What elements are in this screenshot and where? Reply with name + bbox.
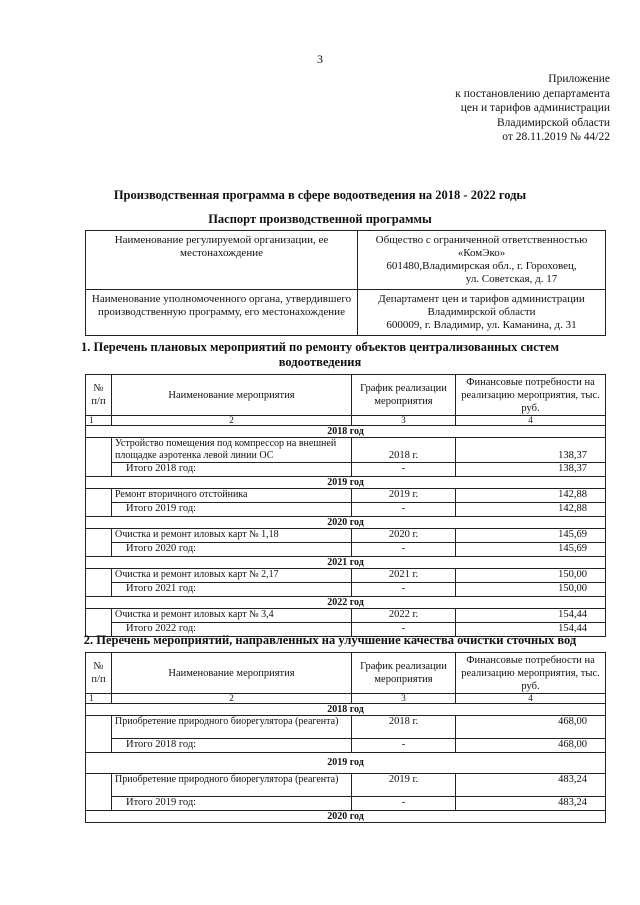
year-row bbox=[86, 597, 606, 609]
passport-label: Наименование регулируемой организации, ее местонахождение bbox=[86, 231, 358, 290]
total-schedule: - bbox=[352, 739, 456, 753]
item-amount: 483,24 bbox=[456, 774, 606, 797]
section2-title: 2. Перечень мероприятий, направленных на улучшение качества очистки сточных вод bbox=[83, 633, 577, 647]
item-amount: 468,00 bbox=[456, 716, 606, 739]
header-num: № п/п bbox=[86, 653, 112, 694]
row-num bbox=[86, 438, 112, 477]
total-amount: 483,24 bbox=[456, 797, 606, 811]
item-amount: 154,44 bbox=[456, 609, 606, 623]
total-row bbox=[86, 797, 606, 811]
total-label: Итого 2019 год: bbox=[112, 797, 352, 811]
passport-value-line: 601480,Владимирская обл., г. Гороховец, bbox=[386, 260, 577, 272]
item-name: Очистка и ремонт иловых карт № 1,18 bbox=[112, 529, 352, 543]
row-num bbox=[86, 569, 112, 597]
row-num bbox=[86, 716, 112, 753]
row-num bbox=[86, 774, 112, 811]
column-number: 1 bbox=[86, 694, 112, 704]
passport-title: Паспорт производственной программы bbox=[208, 212, 432, 226]
passport-value-line: Владимирской области bbox=[427, 306, 536, 318]
document-title: Производственная программа в сфере водоотведения на 2018 - 2022 годы bbox=[113, 188, 527, 202]
total-amount: 145,69 bbox=[456, 543, 606, 557]
header-name: Наименование мероприятия bbox=[112, 653, 352, 694]
item-schedule: 2020 г. bbox=[352, 529, 456, 543]
total-row bbox=[86, 543, 606, 557]
year-row bbox=[86, 811, 606, 823]
total-schedule: - bbox=[352, 797, 456, 811]
item-schedule: 2022 г. bbox=[352, 609, 456, 623]
total-amount: 468,00 bbox=[456, 739, 606, 753]
year-row bbox=[86, 426, 606, 438]
appendix-line: цен и тарифов администрации bbox=[460, 102, 610, 115]
passport-row bbox=[86, 231, 606, 290]
row-num bbox=[86, 529, 112, 557]
column-number: 3 bbox=[352, 694, 456, 704]
total-amount: 154,44 bbox=[456, 623, 606, 637]
item-amount: 142,88 bbox=[456, 489, 606, 503]
table-row bbox=[86, 609, 606, 623]
passport-value-line: Общество с ограниченной ответственностью bbox=[375, 234, 588, 246]
section1-table bbox=[85, 374, 606, 637]
total-label: Итого 2020 год: bbox=[112, 543, 352, 557]
item-name: Устройство помещения под компрессор на внешней площадке аэротенка левой линии ОС bbox=[112, 438, 352, 463]
year-label: 2020 год bbox=[86, 811, 606, 823]
year-row bbox=[86, 517, 606, 529]
table-row bbox=[86, 438, 606, 463]
total-label: Итого 2018 год: bbox=[112, 739, 352, 753]
total-amount: 142,88 bbox=[456, 503, 606, 517]
passport-value-line: «КомЭко» bbox=[457, 247, 506, 259]
item-schedule: 2018 г. bbox=[352, 716, 456, 739]
total-schedule: - bbox=[352, 543, 456, 557]
table-row bbox=[86, 489, 606, 503]
item-schedule: 2019 г. bbox=[352, 489, 456, 503]
item-schedule: 2021 г. bbox=[352, 569, 456, 583]
table-row bbox=[86, 716, 606, 739]
year-label: 2021 год bbox=[86, 557, 606, 569]
column-number: 3 bbox=[352, 416, 456, 426]
table-row bbox=[86, 569, 606, 583]
year-label: 2020 год bbox=[86, 517, 606, 529]
column-number: 4 bbox=[456, 694, 606, 704]
item-amount: 150,00 bbox=[456, 569, 606, 583]
year-label: 2018 год bbox=[86, 426, 606, 438]
year-label: 2019 год bbox=[86, 477, 606, 489]
column-number-row bbox=[86, 416, 606, 426]
header-name: Наименование мероприятия bbox=[112, 375, 352, 416]
item-name: Очистка и ремонт иловых карт № 3,4 bbox=[112, 609, 352, 623]
header-finance: Финансовые потребности на реализацию мероприятия, тыс. руб. bbox=[456, 375, 606, 416]
item-amount: 145,69 bbox=[456, 529, 606, 543]
appendix-block bbox=[400, 72, 610, 145]
passport-value bbox=[358, 231, 606, 290]
total-schedule: - bbox=[352, 583, 456, 597]
year-row bbox=[86, 557, 606, 569]
table-row bbox=[86, 774, 606, 797]
year-row bbox=[86, 477, 606, 489]
table-header-row bbox=[86, 653, 606, 694]
passport-label: Наименование уполномоченного органа, утвердившего производственную программу, его местонахождение bbox=[86, 290, 358, 336]
table-row bbox=[86, 529, 606, 543]
year-row bbox=[86, 753, 606, 774]
appendix-line: Приложение bbox=[548, 73, 610, 85]
header-finance: Финансовые потребности на реализацию мероприятия, тыс. руб. bbox=[456, 653, 606, 694]
passport-table bbox=[85, 230, 606, 336]
total-label: Итого 2019 год: bbox=[112, 503, 352, 517]
row-num bbox=[86, 489, 112, 517]
appendix-line: от 28.11.2019 № 44/22 bbox=[502, 131, 610, 144]
total-label: Итого 2021 год: bbox=[112, 583, 352, 597]
total-schedule: - bbox=[352, 623, 456, 637]
item-name: Приобретение природного биорегулятора (реагента) bbox=[112, 716, 352, 739]
appendix-line: Владимирской области bbox=[496, 116, 610, 129]
table-header-row bbox=[86, 375, 606, 416]
item-schedule: 2018 г. bbox=[352, 438, 456, 463]
total-row bbox=[86, 583, 606, 597]
total-amount: 150,00 bbox=[456, 583, 606, 597]
year-row bbox=[86, 704, 606, 716]
column-number-row bbox=[86, 694, 606, 704]
page-number: 3 bbox=[317, 52, 323, 66]
item-amount: 138,37 bbox=[456, 438, 606, 463]
total-schedule: - bbox=[352, 503, 456, 517]
section1-title: 1. Перечень плановых мероприятий по ремонту объектов централизованных систем водоотведения bbox=[81, 340, 559, 369]
item-name: Приобретение природного биорегулятора (реагента) bbox=[112, 774, 352, 797]
year-label: 2018 год bbox=[86, 704, 606, 716]
total-row bbox=[86, 739, 606, 753]
passport-value-line: Департамент цен и тарифов администрации bbox=[378, 293, 585, 305]
section2-table bbox=[85, 652, 606, 823]
total-label: Итого 2018 год: bbox=[112, 463, 352, 477]
item-name: Очистка и ремонт иловых карт № 2,17 bbox=[112, 569, 352, 583]
total-label: Итого 2022 год: bbox=[112, 623, 352, 637]
passport-value-line: ул. Советская, д. 17 bbox=[465, 273, 558, 285]
item-name: Ремонт вторичного отстойника bbox=[112, 489, 352, 503]
passport-value bbox=[358, 290, 606, 336]
passport-row bbox=[86, 290, 606, 336]
item-schedule: 2019 г. bbox=[352, 774, 456, 797]
column-number: 4 bbox=[456, 416, 606, 426]
column-number: 2 bbox=[112, 416, 352, 426]
appendix-line: к постановлению департамента bbox=[455, 87, 610, 100]
header-num: № п/п bbox=[86, 375, 112, 416]
header-schedule: График реализации мероприятия bbox=[352, 653, 456, 694]
total-amount: 138,37 bbox=[456, 463, 606, 477]
year-label: 2022 год bbox=[86, 597, 606, 609]
total-row bbox=[86, 503, 606, 517]
column-number: 1 bbox=[86, 416, 112, 426]
year-label: 2019 год bbox=[86, 753, 606, 774]
column-number: 2 bbox=[112, 694, 352, 704]
passport-value-line: 600009, г. Владимир, ул. Каманина, д. 31 bbox=[386, 319, 577, 331]
total-schedule: - bbox=[352, 463, 456, 477]
total-row bbox=[86, 463, 606, 477]
header-schedule: График реализации мероприятия bbox=[352, 375, 456, 416]
